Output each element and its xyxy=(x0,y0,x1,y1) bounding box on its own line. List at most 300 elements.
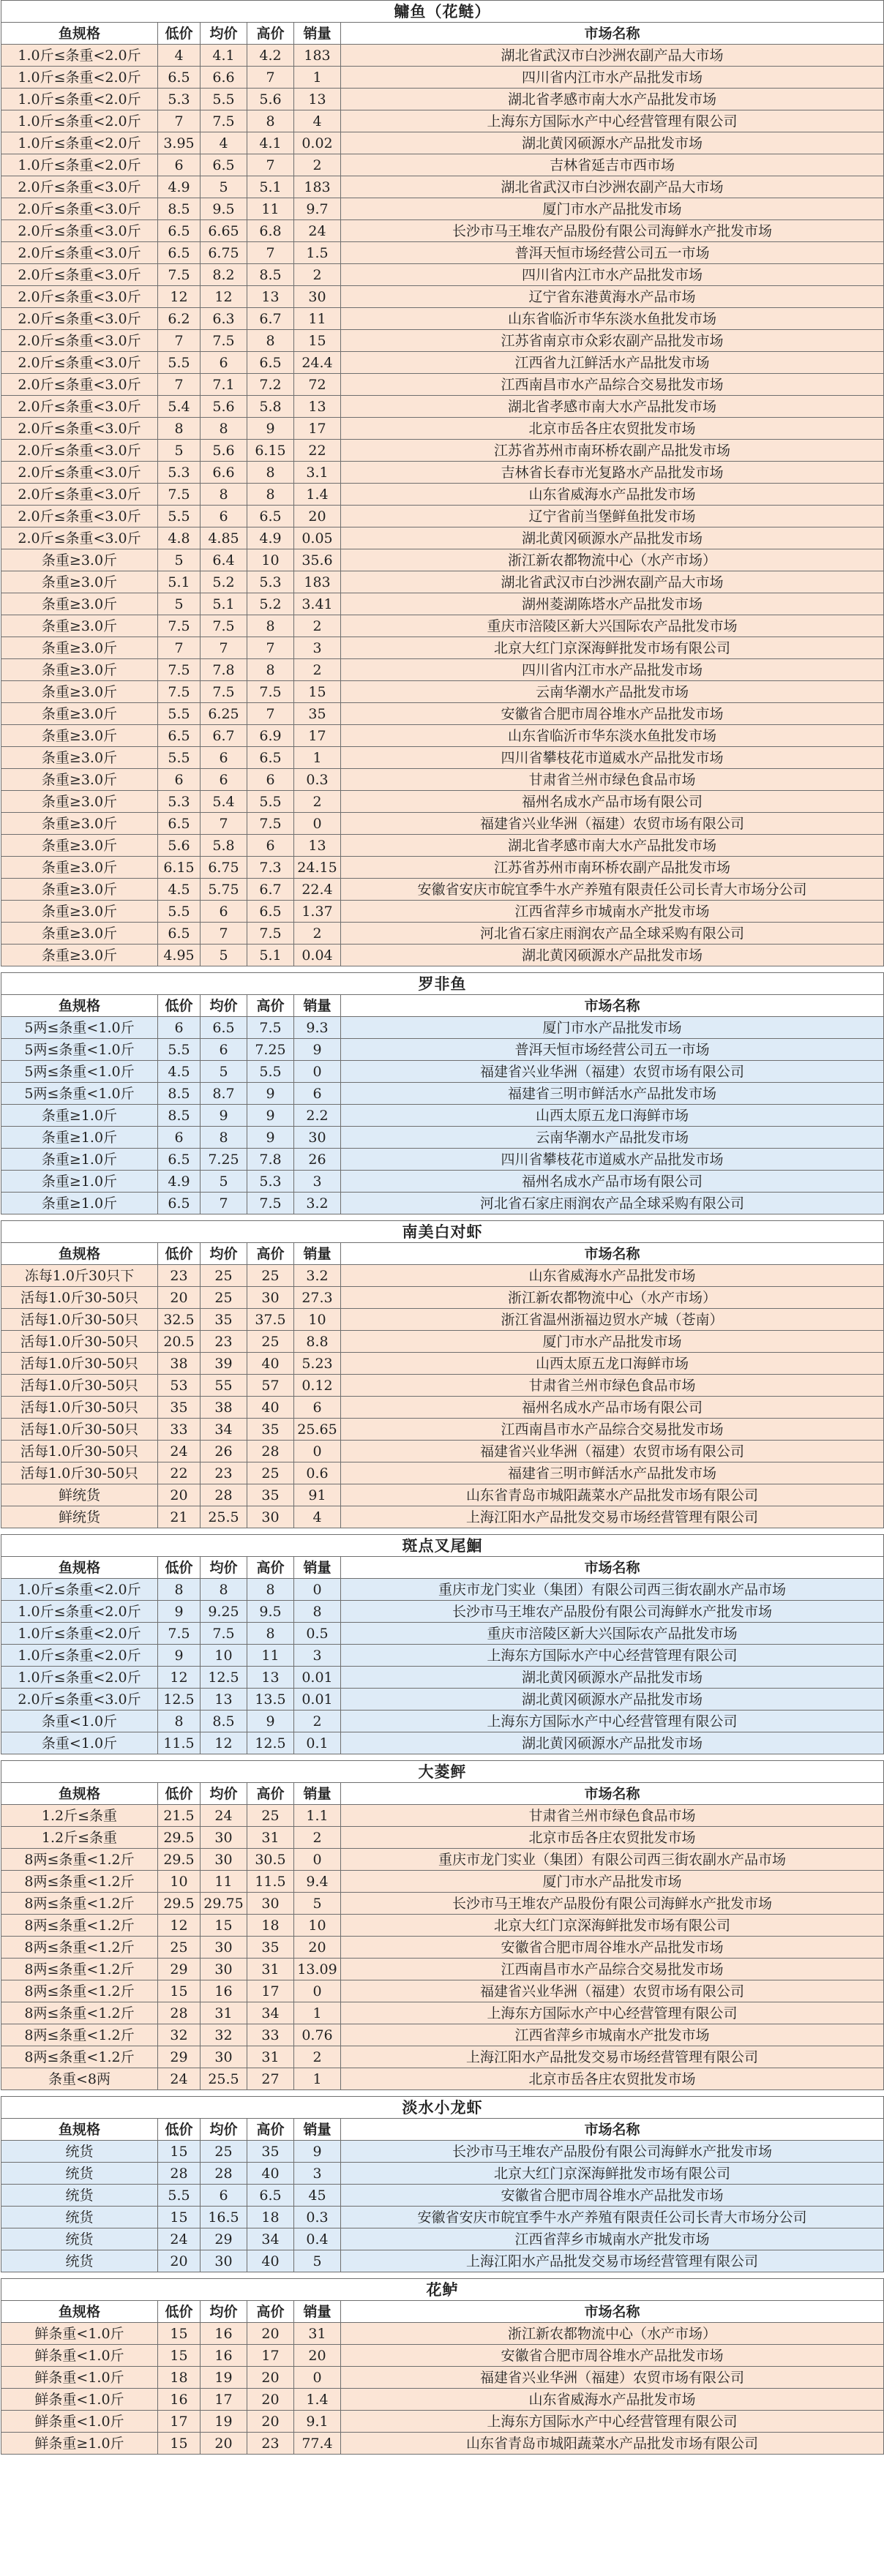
cell-high: 18 xyxy=(247,1915,294,1937)
table-row xyxy=(1,1893,884,1915)
cell-high: 7.5 xyxy=(247,813,294,835)
cell-high: 31 xyxy=(247,2046,294,2068)
table-row xyxy=(1,1265,884,1287)
cell-high: 9 xyxy=(247,1105,294,1127)
section-gap xyxy=(1,2272,883,2278)
table-row xyxy=(1,220,884,242)
cell-avg: 7 xyxy=(201,637,247,659)
cell-low: 29.5 xyxy=(158,1849,201,1871)
cell-avg: 30 xyxy=(201,1959,247,1980)
section-title: 斑点叉尾鮰 xyxy=(1,1535,884,1557)
cell-spec: 条重≥3.0斤 xyxy=(1,725,158,747)
cell-spec: 鲜统货 xyxy=(1,1506,158,1528)
cell-volume: 5 xyxy=(294,2250,341,2272)
cell-high: 5.5 xyxy=(247,1061,294,1083)
section-table xyxy=(1,0,884,966)
cell-high: 30 xyxy=(247,1287,294,1309)
cell-high: 27 xyxy=(247,2068,294,2090)
cell-spec: 5两≤条重<1.0斤 xyxy=(1,1083,158,1105)
cell-low: 15 xyxy=(158,2207,201,2228)
table-row xyxy=(1,2433,884,2455)
header-avg: 均价 xyxy=(201,1783,247,1805)
cell-volume: 17 xyxy=(294,418,341,440)
header-low: 低价 xyxy=(158,1243,201,1265)
table-row xyxy=(1,1375,884,1397)
cell-avg: 55 xyxy=(201,1375,247,1397)
cell-market: 湖北黄冈硕源水产品批发市场 xyxy=(341,945,884,966)
cell-high: 7.5 xyxy=(247,681,294,703)
cell-market: 安徽省合肥市周谷堆水产品批发市场 xyxy=(341,2345,884,2367)
header-high: 高价 xyxy=(247,2301,294,2323)
cell-spec: 条重≥3.0斤 xyxy=(1,747,158,769)
cell-high: 7.2 xyxy=(247,374,294,396)
cell-volume: 35 xyxy=(294,703,341,725)
cell-volume: 35.6 xyxy=(294,549,341,571)
cell-spec: 活每1.0斤30-50只 xyxy=(1,1353,158,1375)
header-row xyxy=(1,1243,884,1265)
cell-low: 4.5 xyxy=(158,1061,201,1083)
section-title-row xyxy=(1,2097,884,2119)
cell-low: 5 xyxy=(158,440,201,462)
cell-spec: 条重≥3.0斤 xyxy=(1,681,158,703)
cell-market: 长沙市马王堆农产品股份有限公司海鲜水产批发市场 xyxy=(341,220,884,242)
table-row xyxy=(1,308,884,330)
table-row xyxy=(1,1579,884,1601)
cell-volume: 10 xyxy=(294,1915,341,1937)
cell-volume: 1 xyxy=(294,2068,341,2090)
cell-low: 15 xyxy=(158,2141,201,2163)
cell-low: 9 xyxy=(158,1601,201,1623)
cell-market: 长沙市马王堆农产品股份有限公司海鲜水产批发市场 xyxy=(341,2141,884,2163)
cell-low: 6.2 xyxy=(158,308,201,330)
cell-spec: 条重≥3.0斤 xyxy=(1,923,158,945)
cell-avg: 30 xyxy=(201,2250,247,2272)
cell-low: 6 xyxy=(158,769,201,791)
cell-high: 5.8 xyxy=(247,396,294,418)
header-avg: 均价 xyxy=(201,2301,247,2323)
table-row xyxy=(1,330,884,352)
cell-avg: 11 xyxy=(201,1871,247,1893)
cell-avg: 6 xyxy=(201,769,247,791)
cell-market: 湖北省孝感市南大水产品批发市场 xyxy=(341,89,884,110)
cell-low: 53 xyxy=(158,1375,201,1397)
cell-market: 重庆市涪陵区新大兴国际农产品批发市场 xyxy=(341,1623,884,1645)
cell-avg: 20 xyxy=(201,2433,247,2455)
cell-high: 6.5 xyxy=(247,747,294,769)
cell-low: 15 xyxy=(158,2433,201,2455)
cell-spec: 1.2斤≤条重 xyxy=(1,1827,158,1849)
table-row xyxy=(1,2163,884,2185)
cell-spec: 鲜统货 xyxy=(1,1484,158,1506)
cell-volume: 77.4 xyxy=(294,2433,341,2455)
cell-high: 7.5 xyxy=(247,923,294,945)
cell-low: 21.5 xyxy=(158,1805,201,1827)
cell-market: 普洱天恒市场经营公司五一市场 xyxy=(341,1039,884,1061)
cell-volume: 9.3 xyxy=(294,1017,341,1039)
cell-avg: 12.5 xyxy=(201,1667,247,1689)
cell-spec: 5两≤条重<1.0斤 xyxy=(1,1061,158,1083)
cell-avg: 23 xyxy=(201,1331,247,1353)
header-row xyxy=(1,1557,884,1579)
cell-market: 湖北省武汉市白沙洲农副产品大市场 xyxy=(341,571,884,593)
cell-low: 29.5 xyxy=(158,1893,201,1915)
cell-spec: 活每1.0斤30-50只 xyxy=(1,1441,158,1462)
cell-high: 7 xyxy=(247,703,294,725)
cell-avg: 30 xyxy=(201,1849,247,1871)
cell-avg: 5.2 xyxy=(201,571,247,593)
cell-market: 上海东方国际水产中心经营管理有限公司 xyxy=(341,1711,884,1732)
header-spec: 鱼规格 xyxy=(1,1783,158,1805)
cell-low: 7.5 xyxy=(158,484,201,506)
cell-high: 6.5 xyxy=(247,2185,294,2207)
cell-market: 山西太原五龙口海鲜市场 xyxy=(341,1105,884,1127)
cell-high: 5.3 xyxy=(247,571,294,593)
cell-market: 北京市岳各庄农贸批发市场 xyxy=(341,2068,884,2090)
table-row xyxy=(1,1667,884,1689)
cell-market: 上海东方国际水产中心经营管理有限公司 xyxy=(341,1645,884,1667)
cell-low: 23 xyxy=(158,1265,201,1287)
header-spec: 鱼规格 xyxy=(1,2119,158,2141)
cell-market: 江苏省苏州市南环桥农副产品批发市场 xyxy=(341,857,884,879)
cell-volume: 9.7 xyxy=(294,198,341,220)
cell-spec: 鲜条重<1.0斤 xyxy=(1,2389,158,2411)
header-low: 低价 xyxy=(158,995,201,1017)
cell-high: 6 xyxy=(247,769,294,791)
cell-spec: 8两≤条重<1.2斤 xyxy=(1,1849,158,1871)
cell-spec: 8两≤条重<1.2斤 xyxy=(1,1915,158,1937)
cell-market: 安徽省安庆市皖宜季牛水产养殖有限责任公司长青大市场分公司 xyxy=(341,879,884,901)
cell-avg: 8 xyxy=(201,1579,247,1601)
cell-volume: 183 xyxy=(294,571,341,593)
cell-high: 17 xyxy=(247,1980,294,2002)
table-row xyxy=(1,2002,884,2024)
table-row xyxy=(1,1353,884,1375)
cell-volume: 13 xyxy=(294,89,341,110)
table-row xyxy=(1,1623,884,1645)
cell-market: 北京大红门京深海鲜批发市场有限公司 xyxy=(341,637,884,659)
cell-avg: 7 xyxy=(201,813,247,835)
cell-high: 9 xyxy=(247,1127,294,1149)
cell-low: 20.5 xyxy=(158,1331,201,1353)
table-row xyxy=(1,1441,884,1462)
cell-volume: 24.15 xyxy=(294,857,341,879)
cell-high: 7.25 xyxy=(247,1039,294,1061)
cell-low: 6 xyxy=(158,1127,201,1149)
table-row xyxy=(1,1827,884,1849)
cell-high: 40 xyxy=(247,1353,294,1375)
cell-market: 福建省兴业华洲（福建）农贸市场有限公司 xyxy=(341,813,884,835)
cell-high: 34 xyxy=(247,2002,294,2024)
cell-market: 福建省三明市鲜活水产品批发市场 xyxy=(341,1462,884,1484)
cell-spec: 8两≤条重<1.2斤 xyxy=(1,2024,158,2046)
cell-spec: 活每1.0斤30-50只 xyxy=(1,1309,158,1331)
cell-low: 15 xyxy=(158,1980,201,2002)
cell-low: 10 xyxy=(158,1871,201,1893)
cell-high: 20 xyxy=(247,2323,294,2345)
cell-high: 5.5 xyxy=(247,791,294,813)
cell-low: 11.5 xyxy=(158,1732,201,1754)
cell-market: 湖北黄冈硕源水产品批发市场 xyxy=(341,1667,884,1689)
cell-high: 7.5 xyxy=(247,1193,294,1214)
cell-spec: 2.0斤≤条重<3.0斤 xyxy=(1,462,158,484)
cell-volume: 3 xyxy=(294,2163,341,2185)
cell-avg: 29.75 xyxy=(201,1893,247,1915)
cell-volume: 45 xyxy=(294,2185,341,2207)
cell-high: 20 xyxy=(247,2367,294,2389)
cell-market: 福建省兴业华洲（福建）农贸市场有限公司 xyxy=(341,1441,884,1462)
table-row xyxy=(1,89,884,110)
cell-high: 8.5 xyxy=(247,264,294,286)
cell-low: 6.15 xyxy=(158,857,201,879)
cell-high: 11 xyxy=(247,198,294,220)
cell-spec: 鲜条重<1.0斤 xyxy=(1,2411,158,2433)
cell-spec: 条重≥3.0斤 xyxy=(1,703,158,725)
table-row xyxy=(1,1506,884,1528)
table-row xyxy=(1,198,884,220)
cell-volume: 24.4 xyxy=(294,352,341,374)
cell-volume: 0.04 xyxy=(294,945,341,966)
cell-low: 20 xyxy=(158,1287,201,1309)
cell-volume: 0 xyxy=(294,1579,341,1601)
table-row xyxy=(1,1601,884,1623)
table-row xyxy=(1,2141,884,2163)
cell-avg: 30 xyxy=(201,1827,247,1849)
cell-high: 6.5 xyxy=(247,901,294,923)
table-row xyxy=(1,1127,884,1149)
cell-market: 四川省攀枝花市道威水产品批发市场 xyxy=(341,1149,884,1171)
cell-spec: 活每1.0斤30-50只 xyxy=(1,1287,158,1309)
cell-avg: 25 xyxy=(201,1265,247,1287)
cell-high: 8 xyxy=(247,659,294,681)
cell-market: 江西南昌市水产品综合交易批发市场 xyxy=(341,374,884,396)
section-title-row xyxy=(1,1761,884,1783)
cell-low: 5.5 xyxy=(158,2185,201,2207)
header-high: 高价 xyxy=(247,1783,294,1805)
cell-high: 13 xyxy=(247,1667,294,1689)
cell-avg: 6.6 xyxy=(201,67,247,89)
cell-avg: 6.5 xyxy=(201,1017,247,1039)
cell-spec: 2.0斤≤条重<3.0斤 xyxy=(1,198,158,220)
cell-volume: 9.4 xyxy=(294,1871,341,1893)
table-row xyxy=(1,1959,884,1980)
cell-low: 12 xyxy=(158,1667,201,1689)
cell-spec: 8两≤条重<1.2斤 xyxy=(1,2046,158,2068)
cell-high: 7.8 xyxy=(247,1149,294,1171)
cell-volume: 91 xyxy=(294,1484,341,1506)
cell-spec: 条重<1.0斤 xyxy=(1,1711,158,1732)
header-market: 市场名称 xyxy=(341,1783,884,1805)
table-row xyxy=(1,132,884,154)
cell-high: 28 xyxy=(247,1441,294,1462)
cell-volume: 13.09 xyxy=(294,1959,341,1980)
cell-volume: 72 xyxy=(294,374,341,396)
header-low: 低价 xyxy=(158,1557,201,1579)
cell-spec: 条重≥3.0斤 xyxy=(1,879,158,901)
cell-avg: 25 xyxy=(201,2141,247,2163)
cell-market: 重庆市龙门实业（集团）有限公司西三街农副水产品市场 xyxy=(341,1849,884,1871)
table-row xyxy=(1,1193,884,1214)
cell-volume: 1 xyxy=(294,2002,341,2024)
cell-volume: 183 xyxy=(294,45,341,67)
cell-spec: 8两≤条重<1.2斤 xyxy=(1,1937,158,1959)
cell-spec: 2.0斤≤条重<3.0斤 xyxy=(1,484,158,506)
header-row xyxy=(1,2119,884,2141)
cell-market: 云南华潮水产品批发市场 xyxy=(341,681,884,703)
table-row xyxy=(1,2185,884,2207)
cell-spec: 1.0斤≤条重<2.0斤 xyxy=(1,132,158,154)
table-row xyxy=(1,1419,884,1441)
cell-market: 山东省青岛市城阳蔬菜水产品批发市场有限公司 xyxy=(341,2433,884,2455)
section-title-row xyxy=(1,1221,884,1243)
table-row xyxy=(1,352,884,374)
cell-spec: 条重≥3.0斤 xyxy=(1,637,158,659)
cell-market: 山东省青岛市城阳蔬菜水产品批发市场有限公司 xyxy=(341,1484,884,1506)
cell-avg: 26 xyxy=(201,1441,247,1462)
cell-volume: 15 xyxy=(294,330,341,352)
section-title: 淡水小龙虾 xyxy=(1,2097,884,2119)
table-row xyxy=(1,1689,884,1711)
cell-low: 4.5 xyxy=(158,879,201,901)
cell-low: 5.5 xyxy=(158,1039,201,1061)
cell-high: 20 xyxy=(247,2411,294,2433)
cell-volume: 0.3 xyxy=(294,769,341,791)
cell-avg: 8 xyxy=(201,484,247,506)
cell-volume: 1.1 xyxy=(294,1805,341,1827)
cell-avg: 28 xyxy=(201,1484,247,1506)
cell-market: 福建省兴业华洲（福建）农贸市场有限公司 xyxy=(341,1980,884,2002)
cell-spec: 条重≥1.0斤 xyxy=(1,1105,158,1127)
cell-spec: 2.0斤≤条重<3.0斤 xyxy=(1,440,158,462)
table-row xyxy=(1,901,884,923)
cell-volume: 3.1 xyxy=(294,462,341,484)
table-row xyxy=(1,703,884,725)
cell-volume: 30 xyxy=(294,1127,341,1149)
cell-high: 9 xyxy=(247,1711,294,1732)
cell-spec: 1.0斤≤条重<2.0斤 xyxy=(1,67,158,89)
cell-spec: 鲜条重≥1.0斤 xyxy=(1,2433,158,2455)
cell-spec: 条重≥1.0斤 xyxy=(1,1127,158,1149)
cell-avg: 6 xyxy=(201,747,247,769)
cell-high: 6.7 xyxy=(247,308,294,330)
cell-market: 厦门市水产品批发市场 xyxy=(341,1871,884,1893)
table-row xyxy=(1,1171,884,1193)
cell-avg: 8 xyxy=(201,1127,247,1149)
cell-spec: 2.0斤≤条重<3.0斤 xyxy=(1,506,158,527)
cell-spec: 2.0斤≤条重<3.0斤 xyxy=(1,352,158,374)
cell-avg: 5 xyxy=(201,176,247,198)
cell-market: 山东省威海水产品批发市场 xyxy=(341,1265,884,1287)
cell-high: 11.5 xyxy=(247,1871,294,1893)
cell-avg: 5 xyxy=(201,1171,247,1193)
cell-market: 福建省兴业华洲（福建）农贸市场有限公司 xyxy=(341,2367,884,2389)
cell-avg: 17 xyxy=(201,2389,247,2411)
cell-volume: 15 xyxy=(294,681,341,703)
cell-high: 35 xyxy=(247,2141,294,2163)
cell-spec: 8两≤条重<1.2斤 xyxy=(1,2002,158,2024)
cell-spec: 条重<1.0斤 xyxy=(1,1732,158,1754)
cell-market: 吉林省长春市光复路水产品批发市场 xyxy=(341,462,884,484)
cell-spec: 条重<8两 xyxy=(1,2068,158,2090)
cell-high: 4.9 xyxy=(247,527,294,549)
cell-volume: 0 xyxy=(294,2367,341,2389)
cell-low: 6.5 xyxy=(158,725,201,747)
table-row xyxy=(1,923,884,945)
cell-avg: 34 xyxy=(201,1419,247,1441)
table-row xyxy=(1,1149,884,1171)
cell-high: 23 xyxy=(247,2433,294,2455)
cell-spec: 条重≥3.0斤 xyxy=(1,615,158,637)
cell-low: 6.5 xyxy=(158,67,201,89)
table-row xyxy=(1,2411,884,2433)
header-volume: 销量 xyxy=(294,2119,341,2141)
cell-market: 河北省石家庄雨润农产品全球采购有限公司 xyxy=(341,1193,884,1214)
cell-market: 湖北黄冈硕源水产品批发市场 xyxy=(341,132,884,154)
cell-market: 吉林省延吉市西市场 xyxy=(341,154,884,176)
table-row xyxy=(1,813,884,835)
cell-volume: 2.2 xyxy=(294,1105,341,1127)
cell-volume: 1.4 xyxy=(294,2389,341,2411)
cell-volume: 22.4 xyxy=(294,879,341,901)
cell-spec: 统货 xyxy=(1,2185,158,2207)
table-row xyxy=(1,747,884,769)
cell-market: 北京大红门京深海鲜批发市场有限公司 xyxy=(341,1915,884,1937)
table-row xyxy=(1,527,884,549)
cell-market: 福州名成水产品市场有限公司 xyxy=(341,1397,884,1419)
cell-low: 6.5 xyxy=(158,242,201,264)
cell-market: 浙江新农都物流中心（水产市场） xyxy=(341,2323,884,2345)
cell-market: 辽宁省东港黄海水产品市场 xyxy=(341,286,884,308)
table-row xyxy=(1,725,884,747)
cell-volume: 2 xyxy=(294,2046,341,2068)
cell-high: 4.2 xyxy=(247,45,294,67)
table-row xyxy=(1,1711,884,1732)
cell-spec: 条重≥3.0斤 xyxy=(1,813,158,835)
cell-avg: 25.5 xyxy=(201,2068,247,2090)
table-row xyxy=(1,418,884,440)
cell-avg: 4.1 xyxy=(201,45,247,67)
header-volume: 销量 xyxy=(294,1243,341,1265)
cell-avg: 32 xyxy=(201,2024,247,2046)
cell-volume: 13 xyxy=(294,835,341,857)
cell-spec: 1.0斤≤条重<2.0斤 xyxy=(1,89,158,110)
cell-market: 山东省威海水产品批发市场 xyxy=(341,484,884,506)
cell-volume: 1.5 xyxy=(294,242,341,264)
cell-avg: 30 xyxy=(201,1937,247,1959)
cell-spec: 2.0斤≤条重<3.0斤 xyxy=(1,264,158,286)
cell-market: 山东省临沂市华东淡水鱼批发市场 xyxy=(341,725,884,747)
cell-avg: 24 xyxy=(201,1805,247,1827)
cell-low: 5.6 xyxy=(158,835,201,857)
cell-volume: 5.23 xyxy=(294,1353,341,1375)
cell-spec: 1.0斤≤条重<2.0斤 xyxy=(1,1623,158,1645)
cell-volume: 26 xyxy=(294,1149,341,1171)
cell-spec: 条重≥3.0斤 xyxy=(1,769,158,791)
table-row xyxy=(1,396,884,418)
cell-avg: 16 xyxy=(201,2323,247,2345)
cell-spec: 统货 xyxy=(1,2228,158,2250)
cell-low: 7.5 xyxy=(158,615,201,637)
cell-volume: 2 xyxy=(294,264,341,286)
cell-low: 6.5 xyxy=(158,813,201,835)
cell-market: 山西太原五龙口海鲜市场 xyxy=(341,1353,884,1375)
cell-avg: 9.25 xyxy=(201,1601,247,1623)
cell-high: 11 xyxy=(247,1645,294,1667)
cell-low: 29 xyxy=(158,2046,201,2068)
cell-low: 12 xyxy=(158,1915,201,1937)
cell-spec: 条重≥3.0斤 xyxy=(1,659,158,681)
cell-high: 10 xyxy=(247,549,294,571)
cell-spec: 1.0斤≤条重<2.0斤 xyxy=(1,1645,158,1667)
